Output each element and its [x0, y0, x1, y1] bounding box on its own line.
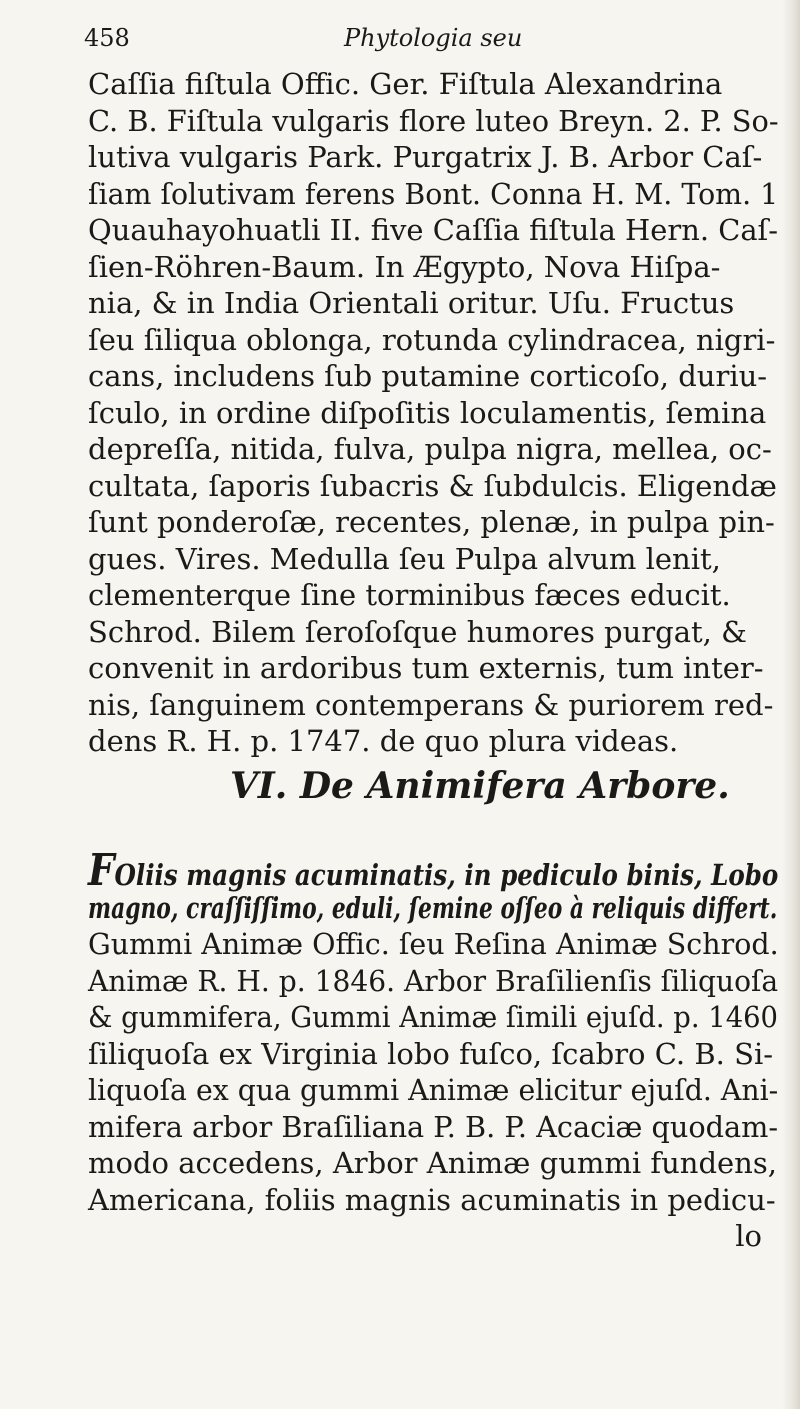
text-line: ſiam ſolutivam ferens Bont. Conna H. M. Tom. 1 [88, 176, 779, 211]
text-line: dens R. H. p. 1747. de quo plura videas. [88, 724, 679, 758]
text-line: gues. Vires. Medulla ſeu Pulpa alvum lenit, [88, 541, 721, 576]
text-line: & gummifera, Gummi Animæ ſimili ejuſd. p. 1460 [88, 1000, 778, 1034]
text-line: Caſſia fiſtula Offic. Ger. Fiſtula Alexandrina [88, 67, 723, 101]
text-line: mifera arbor Braſiliana P. B. P. Acaciæ quodam- [88, 1109, 779, 1144]
section-intro-text: Oliis magnis acuminatis, in pediculo binis, Lobo [114, 858, 779, 892]
text-line: Americana, foliis magnis acuminatis in pedicu- [88, 1182, 776, 1217]
text-line: ſien-Röhren-Baum. In Ægypto, Nova Hiſpa- [88, 249, 721, 284]
text-line: ſunt ponderoſæ, recentes, plenæ, in pulpa pin- [88, 505, 775, 539]
text-line: convenit in ardoribus tum externis, tum inter- [88, 651, 764, 685]
text-line: Gummi Animæ Offic. ſeu Reſina Animæ Schrod. [88, 927, 779, 961]
text-line: depreſſa, nitida, fulva, pulpa nigra, mellea, oc- [88, 432, 772, 466]
text-line: liquoſa ex qua gummi Animæ elicitur ejuſd. Ani- [88, 1073, 779, 1107]
entry-text [88, 66, 778, 760]
text-line: ſiliquoſa ex Virginia lobo fuſco, ſcabro C. B. Si- [88, 1036, 774, 1071]
drop-cap: F [88, 845, 115, 896]
text-line: cans, includens ſub putamine corticoſo, duriu- [88, 359, 768, 393]
text-line: Animæ R. H. p. 1846. Arbor Braſilienſis ſiliquoſa [88, 963, 779, 998]
page-number: 458 [84, 24, 130, 52]
section-heading: VI. De Animifera Arbore. [230, 765, 730, 807]
text-line: nia, & in India Orientali oritur. Uſu. Fructus [88, 286, 735, 320]
last-line: lo [735, 1219, 762, 1253]
text-line: lutiva vulgaris Park. Purgatrix J. B. Arbor Caſ- [88, 140, 763, 174]
running-title: Phytologia seu [344, 24, 523, 52]
text-line: ſculo, in ordine diſpoſitis loculamentis, ſemina [88, 395, 767, 430]
section-intro-line: magno, craſſiſſimo, eduli, ſemine oſſeo à reliquis differt. [88, 890, 778, 925]
text-line: C. B. Fiſtula vulgaris flore luteo Breyn. 2. P. So- [88, 103, 779, 138]
text-line: nis, ſanguinem contemperans & puriorem red- [88, 687, 774, 722]
text-line: Quauhayohuatli II. five Caſſia fiſtula Hern. Caſ- [88, 213, 779, 247]
section-intro-line [88, 845, 779, 896]
text-line: Schrod. Bilem ſeroſoſque humores purgat, & [88, 614, 747, 649]
text-line: ſeu ſiliqua oblonga, rotunda cylindracea, nigri- [88, 322, 776, 357]
text-line: clementerque ſine torminibus fæces educit. [88, 578, 731, 612]
text-line: modo accedens, Arbor Animæ gummi fundens, [88, 1146, 777, 1180]
page-edge [782, 0, 800, 1409]
page-header [84, 18, 774, 62]
text-line: cultata, ſaporis ſubacris & ſubdulcis. Eligendæ [88, 468, 777, 503]
section-text [88, 845, 779, 1255]
